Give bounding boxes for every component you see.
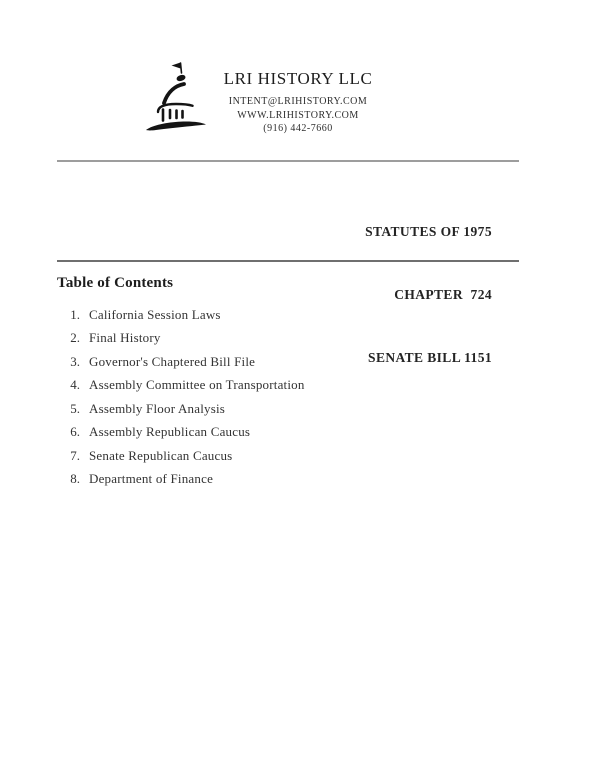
letterhead-text [198,68,398,136]
toc-item-2 [57,327,305,351]
toc-item-label: Department of Finance [89,471,214,487]
toc-item-label: California Session Laws [89,306,221,322]
toc-item-5 [57,397,305,421]
company-website: WWW.LRIHISTORY.COM [237,109,359,121]
senate-bill-line: SENATE BILL 1151 [368,350,492,365]
statutes-line: STATUTES OF 1975 [365,224,492,239]
toc-item-number: 6. [70,424,80,440]
toc-item-1 [57,303,305,327]
toc-item-number: 4. [70,377,80,393]
toc-item-number: 1. [70,306,80,322]
toc-item-label: Final History [89,330,161,346]
toc-item-label: Senate Republican Caucus [89,447,233,463]
company-name: LRI HISTORY LLC [223,69,373,88]
toc-item-number: 3. [70,353,80,369]
toc-item-7 [57,444,305,468]
toc-heading: Table of Contents [57,275,174,291]
toc-item-3 [57,350,305,374]
toc-item-number: 5. [70,400,80,416]
toc-item-number: 2. [70,330,80,346]
toc-item-6 [57,421,305,445]
toc-item-number: 7. [70,447,80,463]
bill-reference-block [365,179,492,410]
divider-bottom [57,260,519,262]
toc-list [57,303,305,491]
chapter-line: CHAPTER 724 [394,287,492,302]
toc-item-label: Assembly Committee on Transportation [89,377,305,393]
toc-item-number: 8. [70,471,80,487]
toc-item-label: Assembly Floor Analysis [89,400,226,416]
company-email: INTENT@LRIHISTORY.COM [228,96,368,107]
toc-item-8 [57,468,305,492]
toc-item-label: Governor's Chaptered Bill File [89,353,256,369]
divider-top [57,160,519,162]
company-phone: (916) 442-7660 [263,123,333,134]
toc-item-4 [57,374,305,398]
toc-item-label: Assembly Republican Caucus [89,424,251,440]
